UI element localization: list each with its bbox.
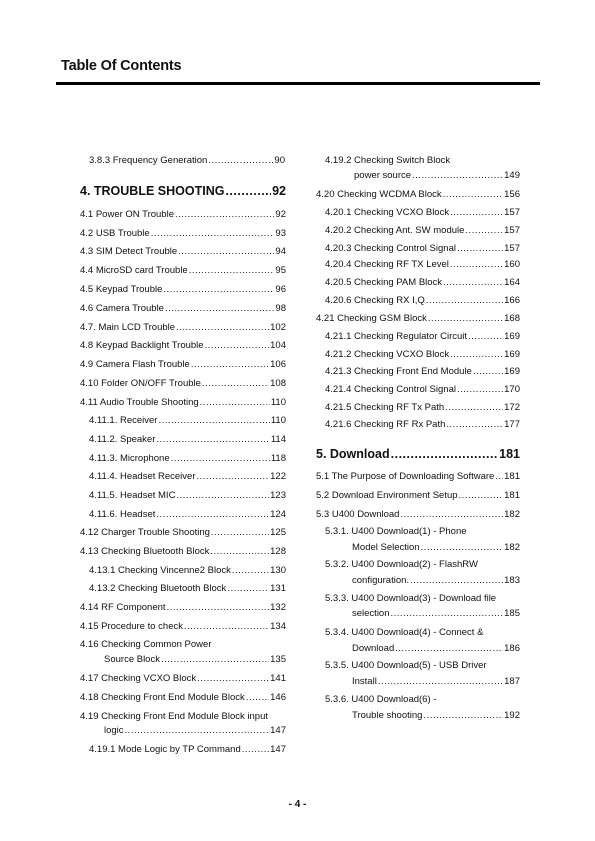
toc-entry[interactable]: 4.4 MicroSD card Trouble ..... 95 xyxy=(80,265,286,277)
toc-entry[interactable]: 4.21.5 Checking RF Tx Path ..... 172 xyxy=(325,402,520,414)
toc-entry[interactable]: 4.3 SIM Detect Trouble ..... 94 xyxy=(80,246,286,258)
toc-entry[interactable]: 4.21.4 Checking Control Signal ..... 170 xyxy=(325,384,520,396)
page-title: Table Of Contents xyxy=(61,58,182,74)
toc-entry[interactable]: 4.8 Keypad Backlight Trouble ..... 104 xyxy=(80,340,286,352)
toc-entry[interactable]: 5.2 Download Environment Setup ..... 181 xyxy=(316,490,520,502)
toc-entry-continuation[interactable]: Model Selection ..... 182 xyxy=(352,542,520,554)
toc-entry[interactable]: 4.19 Checking Front End Module Block input xyxy=(80,711,268,722)
toc-entry[interactable]: 4.1 Power ON Trouble ..... 92 xyxy=(80,209,286,221)
toc-entry[interactable]: 5.3.5. U400 Download(5) - USB Driver xyxy=(325,660,487,671)
toc-entry[interactable]: 4.19.2 Checking Switch Block xyxy=(325,155,451,166)
toc-entry-continuation[interactable]: logic ..... 147 xyxy=(104,725,286,737)
toc-entry[interactable]: 4.21.1 Checking Regulator Circuit ..... 169 xyxy=(325,331,520,343)
toc-entry[interactable]: 5.1 The Purpose of Downloading Software ..... 181 xyxy=(316,471,520,483)
toc-entry[interactable]: 4.12 Charger Trouble Shooting ..... 125 xyxy=(80,527,286,539)
toc-entry[interactable]: 5.3.2. U400 Download(2) - FlashRW xyxy=(325,559,478,570)
toc-entry[interactable]: 4.11.3. Microphone ..... 118 xyxy=(89,453,286,465)
toc-entry[interactable]: 5.3 U400 Download ..... 182 xyxy=(316,509,520,521)
toc-entry[interactable]: 4.18 Checking Front End Module Block ..... 146 xyxy=(80,692,286,704)
toc-entry[interactable]: 4.2 USB Trouble ..... 93 xyxy=(80,228,286,240)
toc-entry-continuation[interactable]: configuration. ..... 183 xyxy=(352,575,520,587)
toc-entry[interactable]: 4.20.3 Checking Control Signal ..... 157 xyxy=(325,243,520,255)
title-divider xyxy=(56,82,540,85)
toc-entry[interactable]: 4.9 Camera Flash Trouble ..... 106 xyxy=(80,359,286,371)
toc-entry[interactable]: 4.11.6. Headset ..... 124 xyxy=(89,509,286,521)
toc-entry[interactable]: 5.3.1. U400 Download(1) - Phone xyxy=(325,526,467,537)
toc-entry[interactable]: 4.11.4. Headset Receiver ..... 122 xyxy=(89,471,286,483)
toc-entry[interactable]: 4.20.5 Checking PAM Block ..... 164 xyxy=(325,277,520,289)
toc-entry[interactable]: 4.13.2 Checking Bluetooth Block ..... 131 xyxy=(89,583,286,595)
toc-entry[interactable]: 4.21.2 Checking VCXO Block ..... 169 xyxy=(325,349,520,361)
toc-entry[interactable]: 4.13 Checking Bluetooth Block ..... 128 xyxy=(80,546,286,558)
toc-entry[interactable]: 4.20.4 Checking RF TX Level ..... 160 xyxy=(325,259,520,271)
toc-entry-continuation[interactable]: power source ..... 149 xyxy=(354,170,520,182)
toc-entry[interactable]: 4.11.2. Speaker ..... 114 xyxy=(89,434,286,446)
toc-entry[interactable]: 4.10 Folder ON/OFF Trouble ..... 108 xyxy=(80,378,286,390)
toc-entry[interactable]: 4.20.1 Checking VCXO Block ..... 157 xyxy=(325,207,520,219)
toc-entry[interactable]: 4.6 Camera Trouble ..... 98 xyxy=(80,303,286,315)
toc-entry[interactable]: 4.20 Checking WCDMA Block ..... 156 xyxy=(316,189,520,201)
toc-section-heading[interactable]: 4. TROUBLE SHOOTING ..... 92 xyxy=(80,184,286,198)
toc-entry[interactable]: 5.3.4. U400 Download(4) - Connect & xyxy=(325,627,484,638)
toc-entry[interactable]: 4.20.6 Checking RX I,Q ..... 166 xyxy=(325,295,520,307)
toc-entry-continuation[interactable]: Trouble shooting ..... 192 xyxy=(352,710,520,722)
toc-entry[interactable]: 4.5 Keypad Trouble ..... 96 xyxy=(80,284,286,296)
toc-entry-continuation[interactable]: selection ..... 185 xyxy=(352,608,520,620)
toc-entry-continuation[interactable]: Source Block ..... 135 xyxy=(104,654,286,666)
toc-entry[interactable]: 4.20.2 Checking Ant. SW module ..... 157 xyxy=(325,225,520,237)
page-number: - 4 - xyxy=(288,799,307,810)
toc-entry[interactable]: 4.15 Procedure to check ..... 134 xyxy=(80,621,286,633)
toc-entry[interactable]: 3.8.3 Frequency Generation ..... 90 xyxy=(89,155,285,167)
toc-entry[interactable]: 4.19.1 Mode Logic by TP Command ..... 147 xyxy=(89,744,286,756)
toc-entry[interactable]: 4.17 Checking VCXO Block ..... 141 xyxy=(80,673,286,685)
toc-entry[interactable]: 4.14 RF Component ..... 132 xyxy=(80,602,286,614)
toc-entry[interactable]: 4.11.1. Receiver ..... 110 xyxy=(89,415,286,427)
toc-entry[interactable]: 4.21.3 Checking Front End Module ..... 169 xyxy=(325,366,520,378)
toc-entry[interactable]: 4.13.1 Checking Vincenne2 Block ..... 130 xyxy=(89,565,286,577)
toc-section-heading[interactable]: 5. Download ..... 181 xyxy=(316,447,520,461)
toc-entry-continuation[interactable]: Install ..... 187 xyxy=(352,676,520,688)
toc-entry-continuation[interactable]: Download ..... 186 xyxy=(352,643,520,655)
toc-entry[interactable]: 4.11.5. Headset MIC ..... 123 xyxy=(89,490,286,502)
toc-entry[interactable]: 4.11 Audio Trouble Shooting ..... 110 xyxy=(80,397,286,409)
toc-entry[interactable]: 5.3.3. U400 Download(3) - Download file xyxy=(325,593,497,604)
toc-entry[interactable]: 4.21 Checking GSM Block ..... 168 xyxy=(316,313,520,325)
toc-entry[interactable]: 4.21.6 Checking RF Rx Path ..... 177 xyxy=(325,419,520,431)
toc-entry[interactable]: 4.7. Main LCD Trouble ..... 102 xyxy=(80,322,286,334)
toc-entry[interactable]: 4.16 Checking Common Power xyxy=(80,639,212,650)
toc-entry[interactable]: 5.3.6. U400 Download(6) - xyxy=(325,694,437,705)
